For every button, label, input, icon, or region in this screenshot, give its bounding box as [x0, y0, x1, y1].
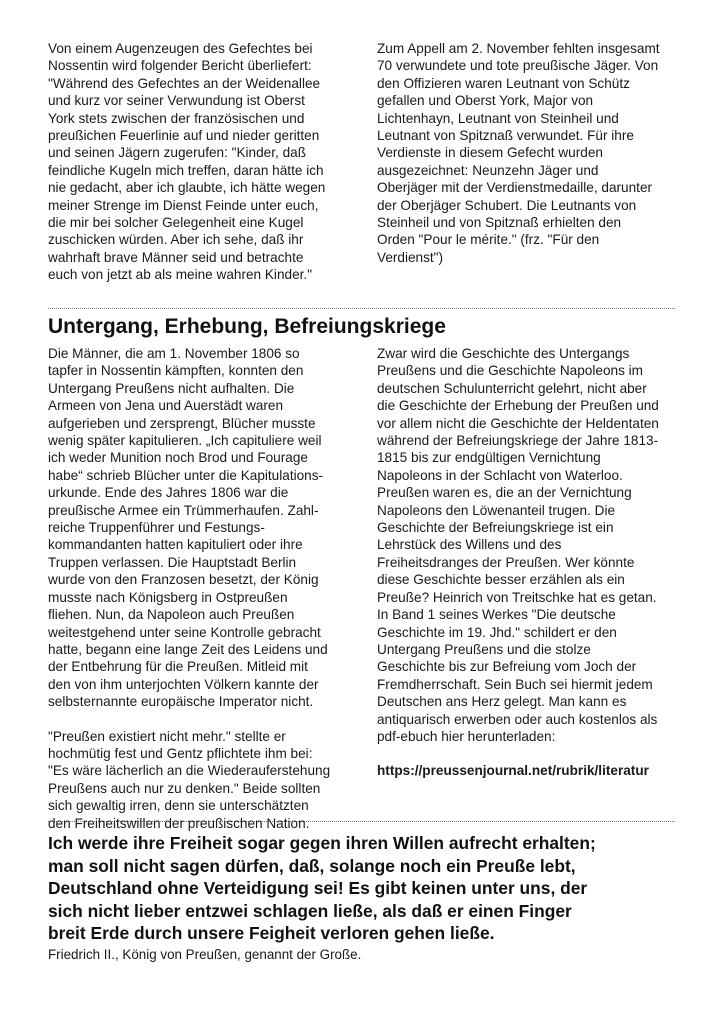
right-column	[377, 345, 675, 813]
left-column	[48, 345, 346, 831]
liberation-wars-paragraph: Zwar wird die Geschichte des Untergangs Preußens und die Geschichte Napoleons im deutschen Schulunterricht gelehrt, nicht aber die Geschichte der Erhebung der Preußen und vor allem nicht die Geschichte der Heldentaten während der Befreiungskriege der Jahre 1813- 1815 bis zur endgültigen Vernichtung Napoleons in der Schlacht von Waterloo. Preußen waren es, die an der Vernichtung Napoleons den Löwenanteil trugen. Die Geschichte der Befreiungskriege ist ein Lehrstück des Willens und des Freiheitsdranges der Preußen. Wer könnte diese Geschichte besser erzählen als ein Preuße? Heinrich von Treitschke hat es getan. In Band 1 seines Werkes "Die deutsche Geschichte im 19. Jhd." schildert er den Untergang Preußens und die stolze Geschichte bis zur Befreiung vom Joch der Fremdherrschaft. Sein Buch sei hiermit jedem Deutschen ans Herz gelegt. Man kann es antiquarisch erwerben oder auch kostenlos als pdf-ebuch hier herunterladen:	[377, 346, 659, 744]
eyewitness-report-paragraph: Von einem Augenzeugen des Gefechtes bei Nossentin wird folgender Bericht überliefert: "Während des Gefechtes an der Weidenallee und kurz vor seiner Verwundung ist Oberst York stets zwischen der französischen und preußichen Feuerlinie auf und nieder geritten und seinen Jägern zugerufen: "Kinder, daß feindliche Kugeln mich treffen, daran hätte ich nie gedacht, aber ich glaubte, ich hätte wegen meiner Strenge im Dienst Feinde unter euch, die mir bei solcher Gelegenheit eine Kugel zuschicken würden. Aber ich sehe, daß ihr wahrhaft brave Männer seid und betrachte euch von jetzt ab als meine wahren Kinder."	[48, 41, 326, 283]
document-page	[48, 40, 675, 963]
left-column	[48, 40, 346, 302]
section-divider	[48, 308, 675, 309]
literature-link[interactable]: https://preussenjournal.net/rubrik/literatur	[377, 763, 649, 779]
frederick-quote: Ich werde ihre Freiheit sogar gegen ihren Willen aufrecht erhalten; man soll nicht sagen dürfen, daß, solange noch ein Preuße lebt, Deutschland ohne Verteidigung sei! Es gibt keinen unter uns, der sich nicht lieber entzwei schlagen ließe, als daß er einen Finger breit Erde durch unsere Feigheit verloren gehen ließe.	[48, 833, 596, 943]
quote-attribution: Friedrich II., König von Preußen, genannt der Große.	[48, 946, 362, 962]
section-heading: Untergang, Erhebung, Befreiungskriege	[48, 315, 446, 338]
roll-call-paragraph: Zum Appell am 2. November fehlten insgesamt 70 verwundete und tote preußische Jäger. Von den Offizieren waren Leutnant von Schütz gefallen und Oberst York, Major von Lichtenhayn, Leutnant von Steinheil und Leutnant von Spitznaß verwundet. Für ihre Verdienste in diesem Gefecht wurden ausgezeichnet: Neunzehn Jäger und Oberjäger mit der Verdienstmedaille, darunter der Oberjäger Schubert. Die Leutnants von Steinheil und von Spitznaß erhielten den Orden "Pour le mérite." (frz. "Für den Verdienst")	[377, 41, 660, 265]
downfall-paragraph: Die Männer, die am 1. November 1806 so tapfer in Nossentin kämpften, konnten den Untergang Preußens nicht aufhalten. Die Armeen von Jena und Auerstädt waren aufgerieben und zersprengt, Blücher musste wenig später kapitulieren. „Ich capituliere weil ich weder Munition noch Brod und Fourage habe“ schrieb Blücher unter die Kapitulations- urkunde. Ende des Jahres 1806 war die preußische Armee ein Trümmerhaufen. Zahl- reiche Truppenführer und Festungs- kommandanten hatten kapituliert oder ihre Truppen verlassen. Die Hauptstadt Berlin wurde von den Franzosen besetzt, der König musste nach Königsberg in Ostpreußen fliehen. Nun, da Napoleon auch Preußen weitestgehend unter seine Kontrolle gebracht hatte, begann eine lange Zeit des Leidens und der Entbehrung für die Preußen. Mitleid mit den von ihm unterjochten Völkern kannte der selbsternannte europäische Imperator nicht.	[48, 346, 328, 710]
intro-columns	[48, 40, 675, 302]
prussia-exists-no-more-paragraph: "Preußen existiert nicht mehr." stellte er hochmütig fest und Gentz pflichtete ihm bei: "Es wäre lächerlich an die Wiederauferstehung Preußens auch nur zu denken." Beide sollten sich gewaltig irren, denn sie unterschätzten den Freiheitswillen der preußischen Nation.	[48, 728, 331, 831]
right-column	[377, 40, 675, 302]
section-columns	[48, 345, 675, 831]
